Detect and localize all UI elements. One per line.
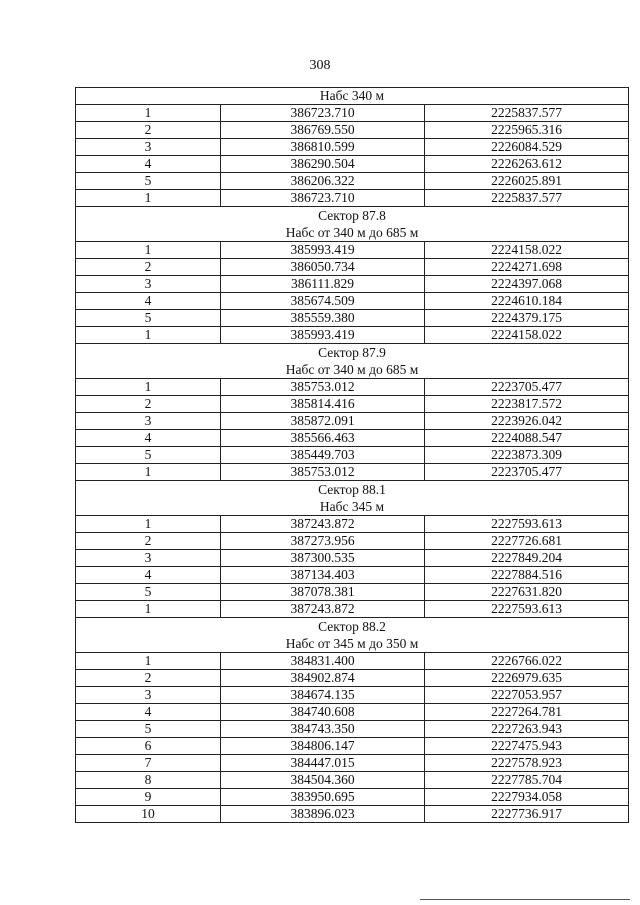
x-coordinate-cell: 386723.710 — [221, 190, 425, 207]
table-row — [76, 670, 629, 687]
section-heading-row — [76, 344, 629, 379]
sector-title: Сектор 87.8 — [318, 208, 386, 223]
point-number-cell: 7 — [76, 755, 221, 772]
table-row — [76, 464, 629, 481]
table-row — [76, 687, 629, 704]
point-number-cell: 3 — [76, 413, 221, 430]
y-coordinate-cell: 2224158.022 — [425, 242, 629, 259]
x-coordinate-cell: 385993.419 — [221, 327, 425, 344]
y-coordinate-cell: 2224610.184 — [425, 293, 629, 310]
point-number-cell: 8 — [76, 772, 221, 789]
point-number-cell: 4 — [76, 704, 221, 721]
altitude-range: Набс 340 м — [319, 88, 385, 103]
x-coordinate-cell: 384447.015 — [221, 755, 425, 772]
table-row — [76, 105, 629, 122]
table-row — [76, 276, 629, 293]
table-row — [76, 806, 629, 823]
x-coordinate-cell: 386810.599 — [221, 139, 425, 156]
table-row — [76, 533, 629, 550]
table-row — [76, 516, 629, 533]
y-coordinate-cell: 2227593.613 — [425, 601, 629, 618]
y-coordinate-cell: 2223705.477 — [425, 464, 629, 481]
x-coordinate-cell: 386723.710 — [221, 105, 425, 122]
point-number-cell: 3 — [76, 550, 221, 567]
point-number-cell: 4 — [76, 567, 221, 584]
table-row — [76, 567, 629, 584]
y-coordinate-cell: 2224271.698 — [425, 259, 629, 276]
table-row — [76, 122, 629, 139]
table-row — [76, 413, 629, 430]
x-coordinate-cell: 386050.734 — [221, 259, 425, 276]
table-row — [76, 156, 629, 173]
table-row — [76, 379, 629, 396]
x-coordinate-cell: 386206.322 — [221, 173, 425, 190]
point-number-cell: 4 — [76, 156, 221, 173]
y-coordinate-cell: 2227631.820 — [425, 584, 629, 601]
table-row — [76, 721, 629, 738]
page-number: 308 — [309, 58, 331, 73]
y-coordinate-cell: 2227884.516 — [425, 567, 629, 584]
y-coordinate-cell: 2227475.943 — [425, 738, 629, 755]
y-coordinate-cell: 2226084.529 — [425, 139, 629, 156]
y-coordinate-cell: 2226766.022 — [425, 653, 629, 670]
y-coordinate-cell: 2227726.681 — [425, 533, 629, 550]
point-number-cell: 1 — [76, 464, 221, 481]
x-coordinate-cell: 384740.608 — [221, 704, 425, 721]
x-coordinate-cell: 385753.012 — [221, 379, 425, 396]
point-number-cell: 2 — [76, 670, 221, 687]
table-row — [76, 653, 629, 670]
y-coordinate-cell: 2224088.547 — [425, 430, 629, 447]
y-coordinate-cell: 2227053.957 — [425, 687, 629, 704]
y-coordinate-cell: 2227264.781 — [425, 704, 629, 721]
table-row — [76, 772, 629, 789]
section-heading — [76, 481, 629, 516]
altitude-range: Набс от 340 м до 685 м — [285, 225, 419, 240]
x-coordinate-cell: 384806.147 — [221, 738, 425, 755]
point-number-cell: 2 — [76, 533, 221, 550]
x-coordinate-cell: 387273.956 — [221, 533, 425, 550]
y-coordinate-cell: 2225837.577 — [425, 105, 629, 122]
table-row — [76, 584, 629, 601]
x-coordinate-cell: 384902.874 — [221, 670, 425, 687]
table-row — [76, 242, 629, 259]
x-coordinate-cell: 385559.380 — [221, 310, 425, 327]
x-coordinate-cell: 384743.350 — [221, 721, 425, 738]
table-row — [76, 704, 629, 721]
x-coordinate-cell: 386769.550 — [221, 122, 425, 139]
table-row — [76, 396, 629, 413]
point-number-cell: 5 — [76, 721, 221, 738]
table-row — [76, 447, 629, 464]
section-heading-row — [76, 207, 629, 242]
page-edge-line — [420, 899, 630, 900]
point-number-cell: 4 — [76, 430, 221, 447]
x-coordinate-cell: 385753.012 — [221, 464, 425, 481]
y-coordinate-cell: 2224158.022 — [425, 327, 629, 344]
x-coordinate-cell: 387078.381 — [221, 584, 425, 601]
y-coordinate-cell: 2227578.923 — [425, 755, 629, 772]
table-row — [76, 601, 629, 618]
x-coordinate-cell: 385449.703 — [221, 447, 425, 464]
x-coordinate-cell: 385814.416 — [221, 396, 425, 413]
table-row — [76, 293, 629, 310]
point-number-cell: 5 — [76, 447, 221, 464]
x-coordinate-cell: 384674.135 — [221, 687, 425, 704]
point-number-cell: 10 — [76, 806, 221, 823]
section-heading — [76, 344, 629, 379]
y-coordinate-cell: 2223926.042 — [425, 413, 629, 430]
table-row — [76, 789, 629, 806]
point-number-cell: 9 — [76, 789, 221, 806]
section-heading-row — [76, 88, 629, 105]
x-coordinate-cell: 385674.509 — [221, 293, 425, 310]
altitude-range: Набс 345 м — [319, 499, 385, 514]
y-coordinate-cell: 2223873.309 — [425, 447, 629, 464]
sector-title: Сектор 88.2 — [318, 619, 386, 634]
x-coordinate-cell: 385872.091 — [221, 413, 425, 430]
x-coordinate-cell: 387243.872 — [221, 516, 425, 533]
section-heading-row — [76, 618, 629, 653]
table-row — [76, 430, 629, 447]
point-number-cell: 1 — [76, 379, 221, 396]
x-coordinate-cell: 384831.400 — [221, 653, 425, 670]
table-row — [76, 139, 629, 156]
section-heading — [76, 207, 629, 242]
y-coordinate-cell: 2226263.612 — [425, 156, 629, 173]
y-coordinate-cell: 2225965.316 — [425, 122, 629, 139]
y-coordinate-cell: 2227785.704 — [425, 772, 629, 789]
point-number-cell: 2 — [76, 396, 221, 413]
table-row — [76, 550, 629, 567]
x-coordinate-cell: 383950.695 — [221, 789, 425, 806]
y-coordinate-cell: 2227593.613 — [425, 516, 629, 533]
point-number-cell: 3 — [76, 139, 221, 156]
section-heading — [76, 618, 629, 653]
y-coordinate-cell: 2224379.175 — [425, 310, 629, 327]
point-number-cell: 1 — [76, 190, 221, 207]
y-coordinate-cell: 2227934.058 — [425, 789, 629, 806]
altitude-range: Набс от 345 м до 350 м — [285, 636, 419, 651]
point-number-cell: 3 — [76, 687, 221, 704]
x-coordinate-cell: 384504.360 — [221, 772, 425, 789]
x-coordinate-cell: 386290.504 — [221, 156, 425, 173]
y-coordinate-cell: 2223705.477 — [425, 379, 629, 396]
point-number-cell: 1 — [76, 242, 221, 259]
x-coordinate-cell: 383896.023 — [221, 806, 425, 823]
table-row — [76, 310, 629, 327]
table-row — [76, 327, 629, 344]
x-coordinate-cell: 387300.535 — [221, 550, 425, 567]
y-coordinate-cell: 2227736.917 — [425, 806, 629, 823]
table-row — [76, 259, 629, 276]
point-number-cell: 5 — [76, 173, 221, 190]
x-coordinate-cell: 385566.463 — [221, 430, 425, 447]
table-row — [76, 173, 629, 190]
point-number-cell: 4 — [76, 293, 221, 310]
point-number-cell: 1 — [76, 516, 221, 533]
sector-title: Сектор 88.1 — [318, 482, 386, 497]
point-number-cell: 5 — [76, 310, 221, 327]
y-coordinate-cell: 2223817.572 — [425, 396, 629, 413]
y-coordinate-cell: 2227263.943 — [425, 721, 629, 738]
point-number-cell: 1 — [76, 653, 221, 670]
altitude-range: Набс от 340 м до 685 м — [285, 362, 419, 377]
x-coordinate-cell: 386111.829 — [221, 276, 425, 293]
table-row — [76, 755, 629, 772]
y-coordinate-cell: 2227849.204 — [425, 550, 629, 567]
y-coordinate-cell: 2224397.068 — [425, 276, 629, 293]
y-coordinate-cell: 2225837.577 — [425, 190, 629, 207]
point-number-cell: 3 — [76, 276, 221, 293]
x-coordinate-cell: 387134.403 — [221, 567, 425, 584]
x-coordinate-cell: 385993.419 — [221, 242, 425, 259]
table-row — [76, 738, 629, 755]
table-row — [76, 190, 629, 207]
section-heading-row — [76, 481, 629, 516]
point-number-cell: 2 — [76, 259, 221, 276]
coordinates-table-body — [76, 88, 629, 823]
coordinates-table — [75, 87, 629, 823]
point-number-cell: 1 — [76, 601, 221, 618]
y-coordinate-cell: 2226979.635 — [425, 670, 629, 687]
y-coordinate-cell: 2226025.891 — [425, 173, 629, 190]
section-heading — [76, 88, 629, 105]
point-number-cell: 2 — [76, 122, 221, 139]
point-number-cell: 1 — [76, 105, 221, 122]
x-coordinate-cell: 387243.872 — [221, 601, 425, 618]
point-number-cell: 1 — [76, 327, 221, 344]
point-number-cell: 6 — [76, 738, 221, 755]
sector-title: Сектор 87.9 — [318, 345, 386, 360]
point-number-cell: 5 — [76, 584, 221, 601]
